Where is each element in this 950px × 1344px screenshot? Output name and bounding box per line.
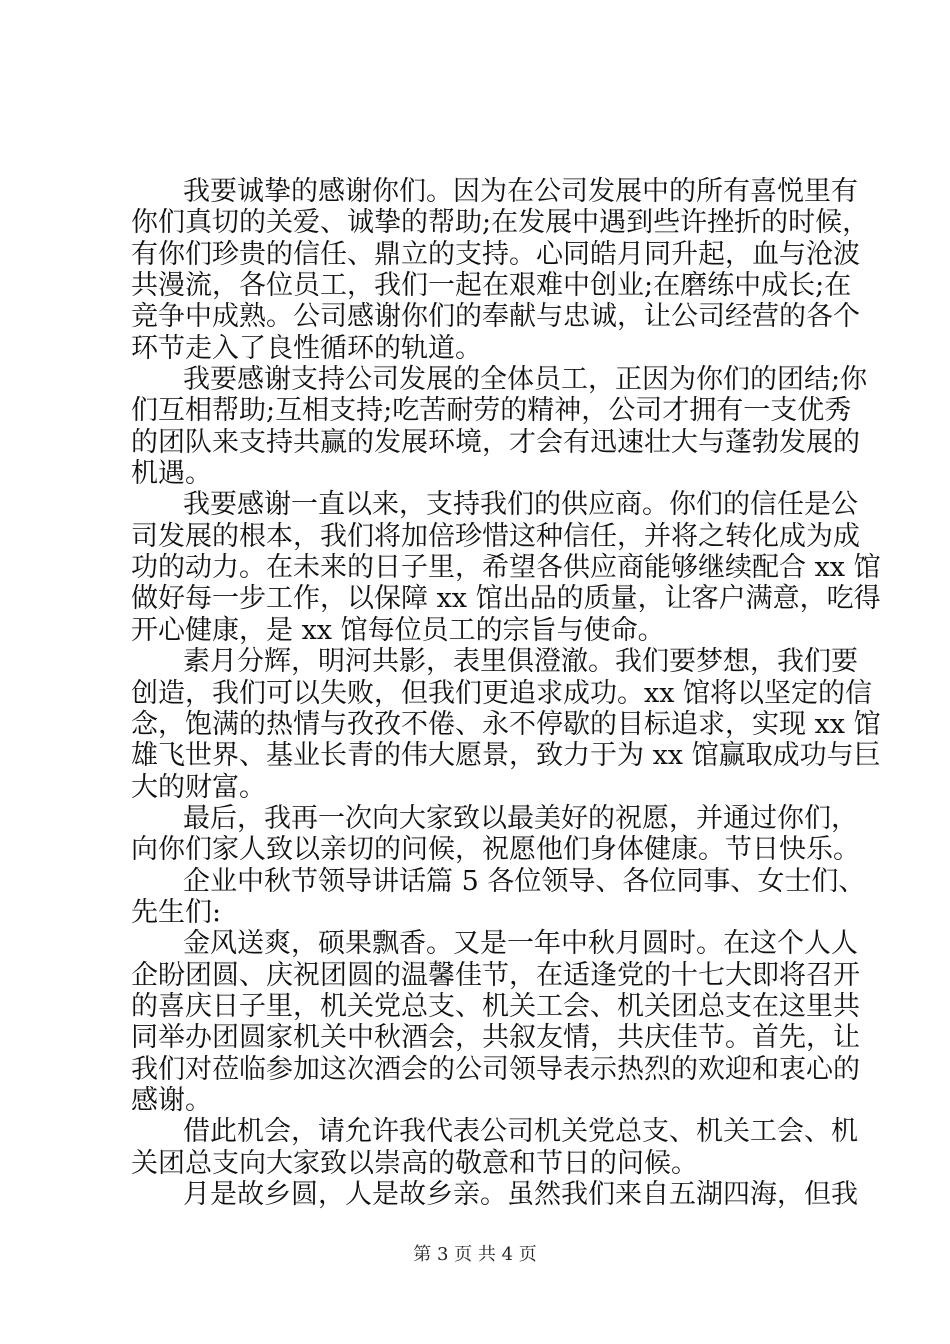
text-line: 开心健康，是 xx 馆每位员工的宗旨与使命。 [131,614,665,646]
text-line: 金风送爽，硕果飘香。又是一年中秋月圆时。在这个人人 [183,928,858,960]
text-line: 竞争中成熟。公司感谢你们的奉献与忠诚，让公司经营的各个 [131,301,860,333]
text-line: 最后，我再一次向大家致以最美好的祝愿，并通过你们， [183,802,858,834]
text-line: 感谢。 [131,1084,212,1116]
text-line: 企盼团圆、庆祝团圆的温馨佳节，在适逢党的十七大即将召开 [131,959,860,991]
text-line: 关团总支向大家致以崇高的敬意和节日的问候。 [131,1147,698,1179]
text-line: 素月分辉，明河共影，表里俱澄澈。我们要梦想，我们要 [183,646,858,678]
text-line: 先生们: [131,896,222,928]
text-line: 做好每一步工作，以保障 xx 馆出品的质量，让客户满意，吃得 [131,583,881,615]
document-body [131,176,881,1210]
text-line: 的喜庆日子里，机关党总支、机关工会、机关团总支在这里共 [131,990,860,1022]
text-line: 有你们珍贵的信任、鼎立的支持。心同皓月同升起，血与沧波 [131,238,860,270]
text-line: 向你们家人致以亲切的问候，祝愿他们身体健康。节日快乐。 [131,834,860,866]
text-line: 我要感谢一直以来，支持我们的供应商。你们的信任是公 [183,489,858,521]
text-line: 念，饱满的热情与孜孜不倦、永不停歇的目标追求，实现 xx 馆 [131,708,881,740]
text-line: 我要诚挚的感谢你们。因为在公司发展中的所有喜悦里有 [183,176,858,207]
text-line: 功的动力。在未来的日子里，希望各供应商能够继续配合 xx 馆 [131,552,881,584]
text-line: 雄飞世界、基业长青的伟大愿景，致力于为 xx 馆赢取成功与巨 [131,740,881,772]
text-line: 借此机会，请允许我代表公司机关党总支、机关工会、机 [183,1116,858,1148]
text-line: 企业中秋节领导讲话篇 5 各位领导、各位同事、女士们、 [183,865,866,897]
text-line: 们互相帮助;互相支持;吃苦耐劳的精神，公司才拥有一支优秀 [131,395,852,427]
text-line: 共漫流，各位员工，我们一起在艰难中创业;在磨练中成长;在 [131,270,852,302]
text-line: 环节走入了良性循环的轨道。 [131,332,482,364]
text-line: 我要感谢支持公司发展的全体员工，正因为你们的团结;你 [183,364,868,396]
text-line: 你们真切的关爱、诚挚的帮助;在发展中遇到些许挫折的时候， [131,207,870,239]
text-line: 司发展的根本，我们将加倍珍惜这种信任，并将之转化成为成 [131,520,860,552]
text-line: 大的财富。 [131,771,266,803]
text-line: 创造，我们可以失败，但我们更追求成功。xx 馆将以坚定的信 [131,677,873,709]
text-line: 我们对莅临参加这次酒会的公司领导表示热烈的欢迎和衷心的 [131,1053,860,1085]
page-footer: 第 3 页 共 4 页 [413,1244,537,1265]
text-line: 机遇。 [131,458,212,490]
text-line: 月是故乡圆，人是故乡亲。虽然我们来自五湖四海，但我 [183,1179,858,1210]
text-line: 的团队来支持共赢的发展环境，才会有迅速壮大与蓬勃发展的 [131,426,860,458]
text-line: 同举办团圆家机关中秋酒会，共叙友情，共庆佳节。首先，让 [131,1022,860,1054]
